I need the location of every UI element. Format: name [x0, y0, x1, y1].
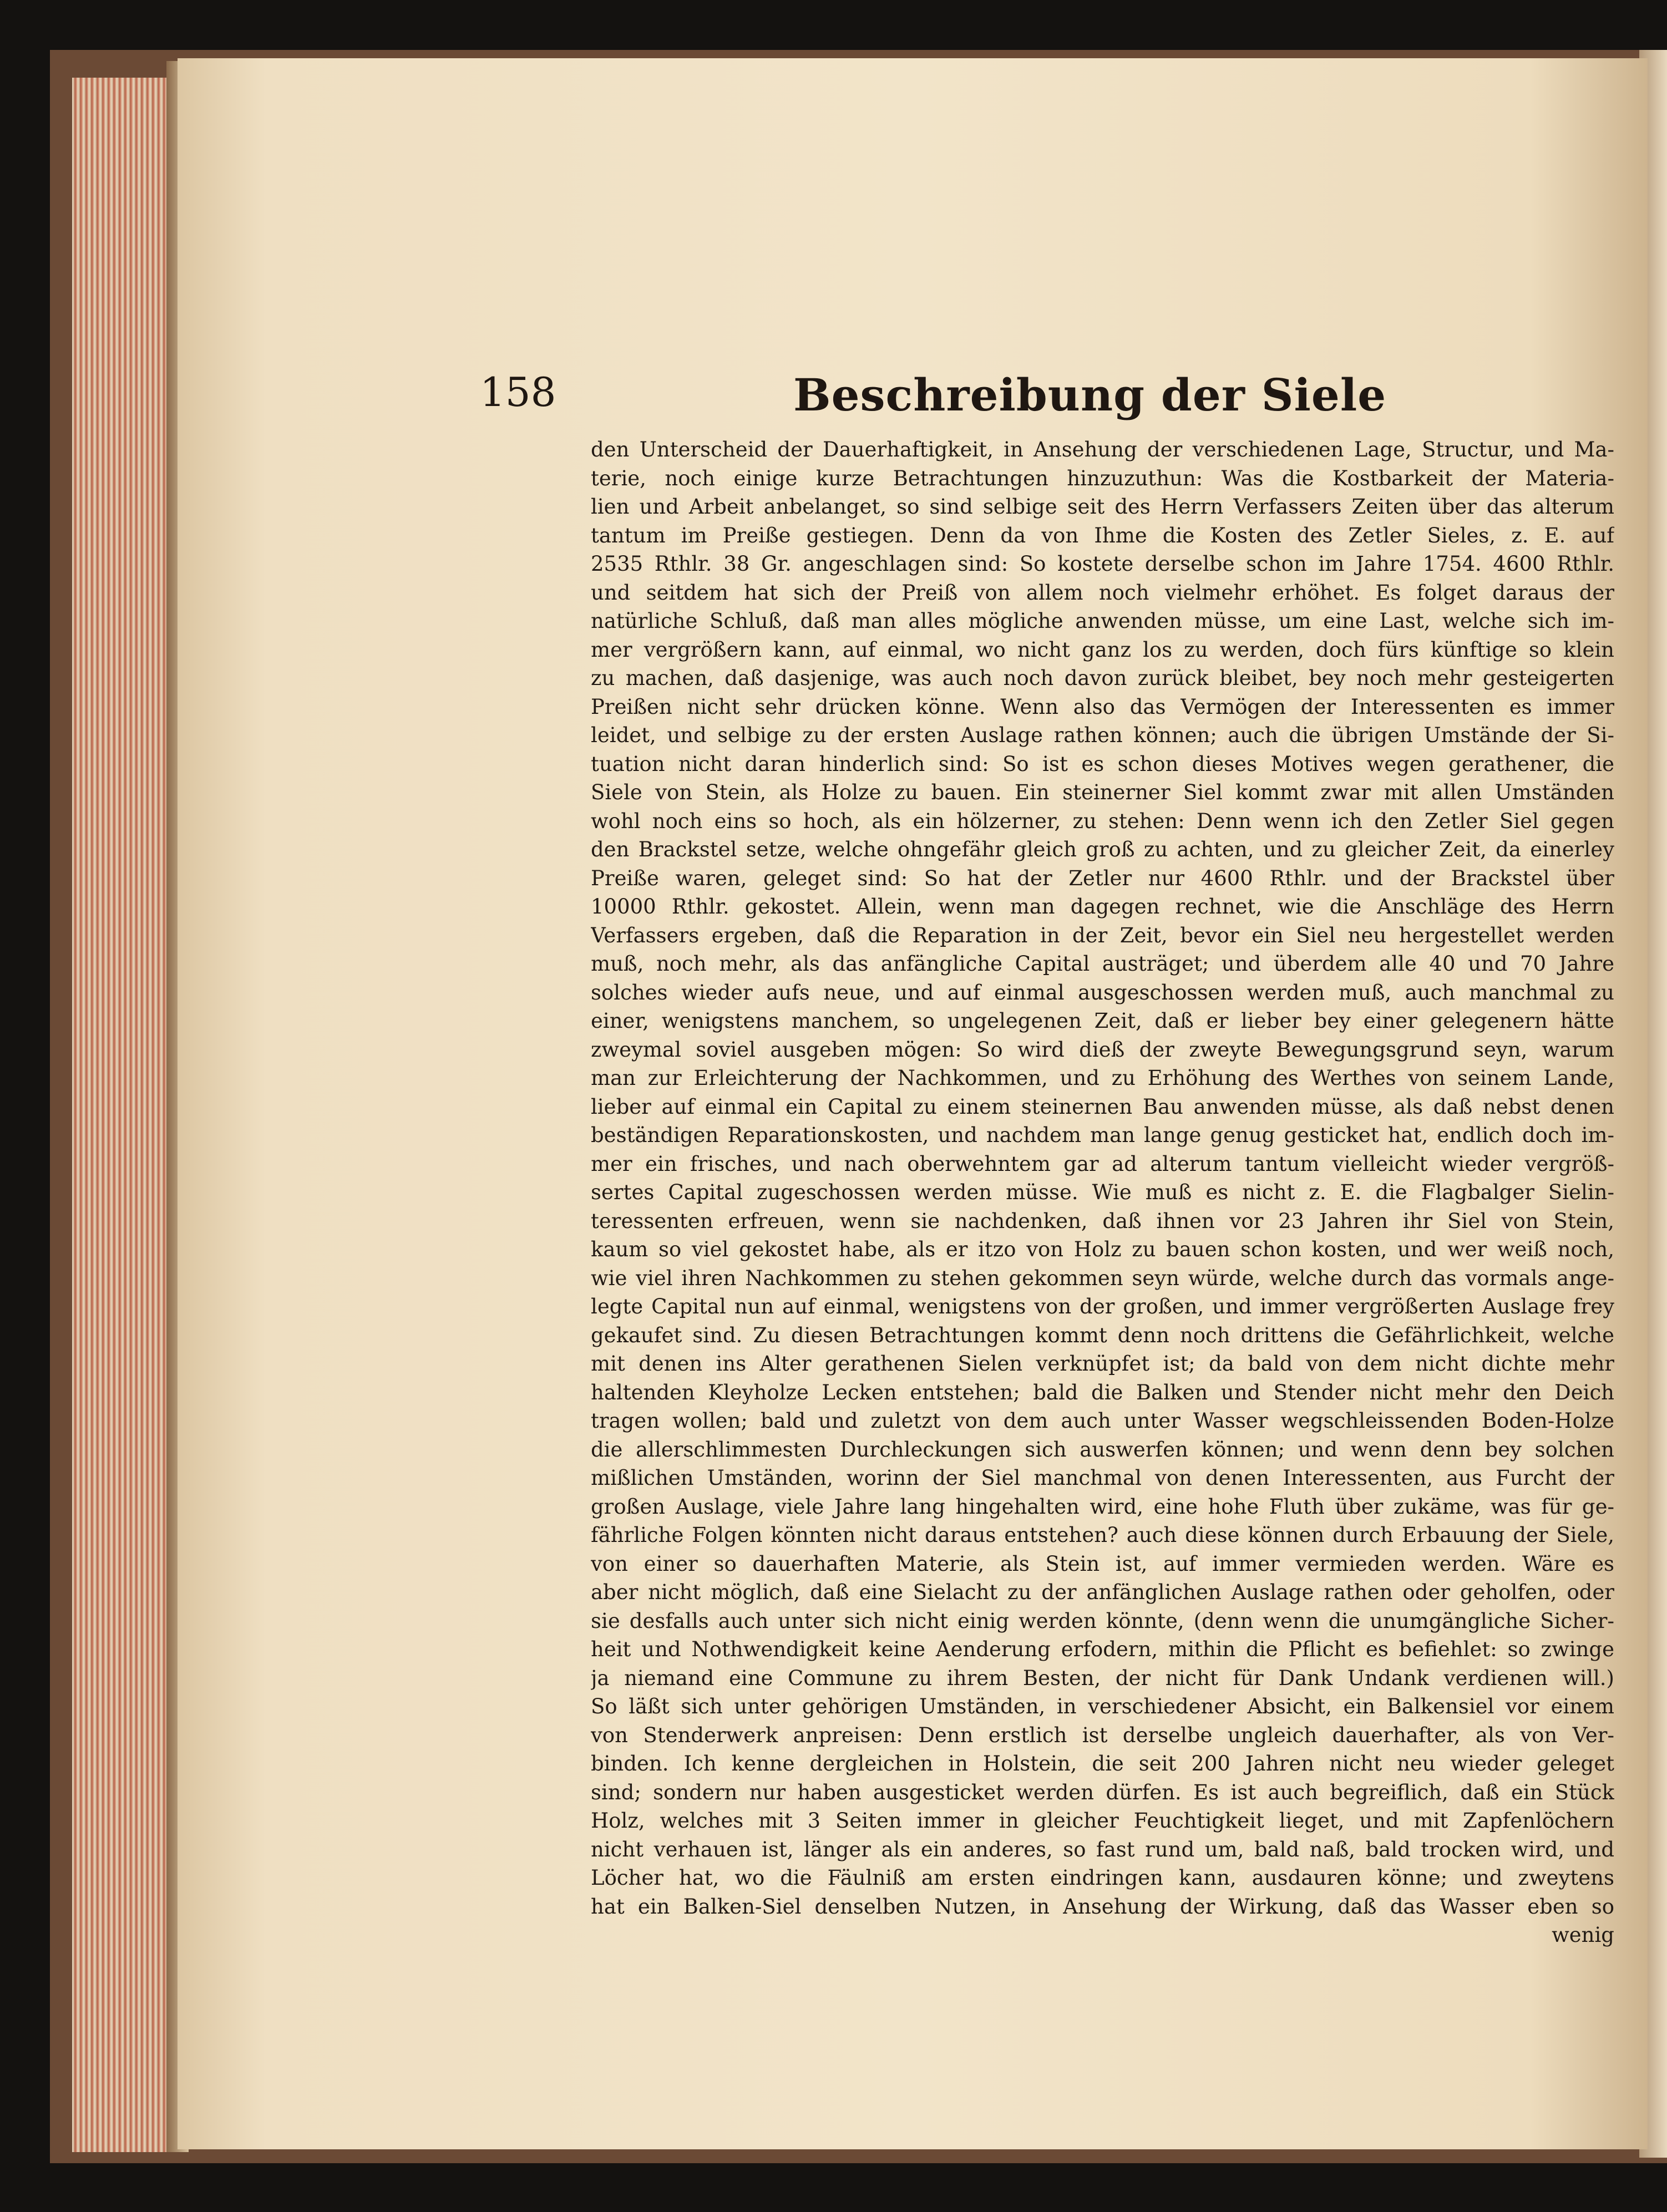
- text-line: gekaufet sind. Zu diesen Betrachtungen kommt denn noch drittens die Gefährlichkeit, welche: [591, 1323, 1614, 1347]
- text-line: lieber auf einmal ein Capital zu einem steinernen Bau anwenden müsse, als daß nebst denen: [591, 1094, 1614, 1119]
- text-line: So läßt sich unter gehörigen Umständen, in verschiedener Absicht, ein Balkensiel vor einem: [591, 1694, 1614, 1718]
- text-line: ja niemand eine Commune zu ihrem Besten, der nicht für Dank Undank verdienen will.): [591, 1666, 1614, 1690]
- text-line: Verfassers ergeben, daß die Reparation in der Zeit, bevor ein Siel neu hergestellet werden: [591, 923, 1614, 947]
- text-line: und seitdem hat sich der Preiß von allem noch vielmehr erhöhet. Es folget daraus der: [591, 580, 1614, 605]
- text-line: terie, noch einige kurze Betrachtungen hinzuzuthun: Was die Kostbarkeit der Materia-: [591, 466, 1614, 490]
- text-line: zweymal soviel ausgeben mögen: So wird dieß der zweyte Bewegungsgrund seyn, warum: [591, 1037, 1614, 1062]
- text-line: tantum im Preiße gestiegen. Denn da von Ihme die Kosten des Zetler Sieles, z. E. auf: [591, 523, 1614, 547]
- text-line: einer, wenigstens manchem, so ungelegenen Zeit, daß er lieber bey einer gelegenern hätte: [591, 1009, 1614, 1033]
- text-line: binden. Ich kenne dergleichen in Holstein, die seit 200 Jahren nicht neu wieder geleget: [591, 1752, 1614, 1775]
- text-line: natürliche Schluß, daß man alles mögliche anwenden müsse, um eine Last, welche sich im-: [591, 609, 1614, 633]
- text-line: Preiße waren, geleget sind: So hat der Zetler nur 4600 Rthlr. und der Brackstel über: [591, 866, 1614, 890]
- text-line: mißlichen Umständen, worinn der Siel manchmal von denen Interessenten, aus Furcht der: [591, 1466, 1614, 1490]
- text-line: von einer so dauerhaften Materie, als Stein ist, auf immer vermieden werden. Wäre es: [591, 1551, 1614, 1576]
- page-edges: [72, 78, 172, 2152]
- text-line: man zur Erleichterung der Nachkommen, und zu Erhöhung des Werthes von seinem Lande,: [591, 1066, 1614, 1090]
- text-line: Preißen nicht sehr drücken könne. Wenn also das Vermögen der Interessenten es immer: [591, 694, 1614, 719]
- text-line: hat ein Balken-Siel denselben Nutzen, in Ansehung der Wirkung, daß das Wasser eben so: [591, 1894, 1614, 1919]
- text-line: zu machen, daß dasjenige, was auch noch davon zurück bleibet, bey noch mehr gesteigerten: [591, 666, 1614, 690]
- text-line: sind; sondern nur haben ausgesticket werden dürfen. Es ist auch begreiflich, daß ein Stück: [591, 1780, 1614, 1804]
- text-line: mit denen ins Alter gerathenen Sielen verknüpfet ist; da bald von dem nicht dichte mehr: [591, 1352, 1614, 1376]
- text-line: sertes Capital zugeschossen werden müsse. Wie muß es nicht z. E. die Flagbalger Sielin-: [591, 1180, 1614, 1204]
- running-head: [178, 369, 1648, 430]
- text-line: leidet, und selbige zu der ersten Auslage rathen können; auch die übrigen Umstände der Si-: [591, 723, 1614, 747]
- text-line: legte Capital nun auf einmal, wenigstens von der großen, und immer vergrößerten Auslage frey: [591, 1295, 1614, 1318]
- text-line: wie viel ihren Nachkommen zu stehen gekommen seyn würde, welche durch das vormals ange-: [591, 1266, 1614, 1290]
- body-text: [591, 435, 1614, 1950]
- text-line: heit und Nothwendigkeit keine Aenderung erfodern, mithin die Pflicht es befiehlet: so zwinge: [591, 1637, 1614, 1661]
- text-line: Holz, welches mit 3 Seiten immer in gleicher Feuchtigkeit lieget, und mit Zapfenlöchern: [591, 1809, 1614, 1833]
- page-title: Beschreibung der Siele: [793, 369, 1387, 421]
- text-line: 2535 Rthlr. 38 Gr. angeschlagen sind: So kostete derselbe schon im Jahre 1754. 4600 Rthlr.: [591, 552, 1614, 576]
- text-line: großen Auslage, viele Jahre lang hingehalten wird, eine hohe Fluth über zukäme, was für ge-: [591, 1494, 1614, 1519]
- text-line: beständigen Reparationskosten, und nachdem man lange genug gesticket hat, endlich doch im-: [591, 1123, 1614, 1147]
- text-line: Siele von Stein, als Holze zu bauen. Ein steinerner Siel kommt zwar mit allen Umständen: [591, 780, 1614, 804]
- text-line: wenig: [1552, 1923, 1614, 1947]
- text-line: tuation nicht daran hinderlich sind: So ist es schon dieses Motives wegen gerathener, die: [591, 752, 1614, 776]
- page-number: 158: [480, 369, 556, 415]
- text-line: nicht verhauen ist, länger als ein anderes, so fast rund um, bald naß, bald trocken wird, und: [591, 1837, 1614, 1861]
- text-line: von Stenderwerk anpreisen: Denn erstlich ist derselbe ungleich dauerhafter, als von Ver-: [591, 1723, 1614, 1747]
- text-line: sie desfalls auch unter sich nicht einig werden könnte, (denn wenn die unumgängliche Sicher-: [591, 1609, 1614, 1633]
- text-line: haltenden Kleyholze Lecken entstehen; bald die Balken und Stender nicht mehr den Deich: [591, 1380, 1614, 1404]
- text-line: 10000 Rthlr. gekostet. Allein, wenn man dagegen rechnet, wie die Anschläge des Herrn: [591, 895, 1614, 919]
- text-line: fährliche Folgen könnten nicht daraus entstehen? auch diese können durch Erbauung der Siele,: [591, 1523, 1614, 1547]
- text-line: aber nicht möglich, daß eine Sielacht zu der anfänglichen Auslage rathen oder geholfen, oder: [591, 1580, 1614, 1604]
- text-line: den Unterscheid der Dauerhaftigkeit, in Ansehung der verschiedenen Lage, Structur, und Ma-: [591, 438, 1614, 461]
- text-line: die allerschlimmesten Durchleckungen sich auswerfen können; und wenn denn bey solchen: [591, 1437, 1614, 1462]
- text-line: wohl noch eins so hoch, als ein hölzerner, zu stehen: Denn wenn ich den Zetler Siel gegen: [591, 809, 1614, 833]
- text-line: tragen wollen; bald und zuletzt von dem auch unter Wasser wegschleissenden Boden-Holze: [591, 1409, 1614, 1433]
- text-line: teressenten erfreuen, wenn sie nachdenken, daß ihnen vor 23 Jahren ihr Siel von Stein,: [591, 1209, 1614, 1233]
- text-line: kaum so viel gekostet habe, als er itzo von Holz zu bauen schon kosten, und wer weiß noch,: [591, 1237, 1614, 1261]
- text-line: lien und Arbeit anbelanget, so sind selbige seit des Herrn Verfassers Zeiten über das alterum: [591, 495, 1614, 519]
- text-line: solches wieder aufs neue, und auf einmal ausgeschossen werden muß, auch manchmal zu: [591, 980, 1614, 1004]
- text-line: Löcher hat, wo die Fäulniß am ersten eindringen kann, ausdauren könne; und zweytens: [591, 1866, 1614, 1890]
- text-line: muß, noch mehr, als das anfängliche Capital austräget; und überdem alle 40 und 70 Jahre: [591, 952, 1614, 976]
- text-line: mer ein frisches, und nach oberwehntem gar ad alterum tantum vielleicht wieder vergröß-: [591, 1151, 1614, 1176]
- text-line: den Brackstel setze, welche ohngefähr gleich groß zu achten, und zu gleicher Zeit, da einerley: [591, 838, 1614, 861]
- book-page: [178, 58, 1648, 2149]
- text-line: mer vergrößern kann, auf einmal, wo nicht ganz los zu werden, doch fürs künftige so klein: [591, 637, 1614, 662]
